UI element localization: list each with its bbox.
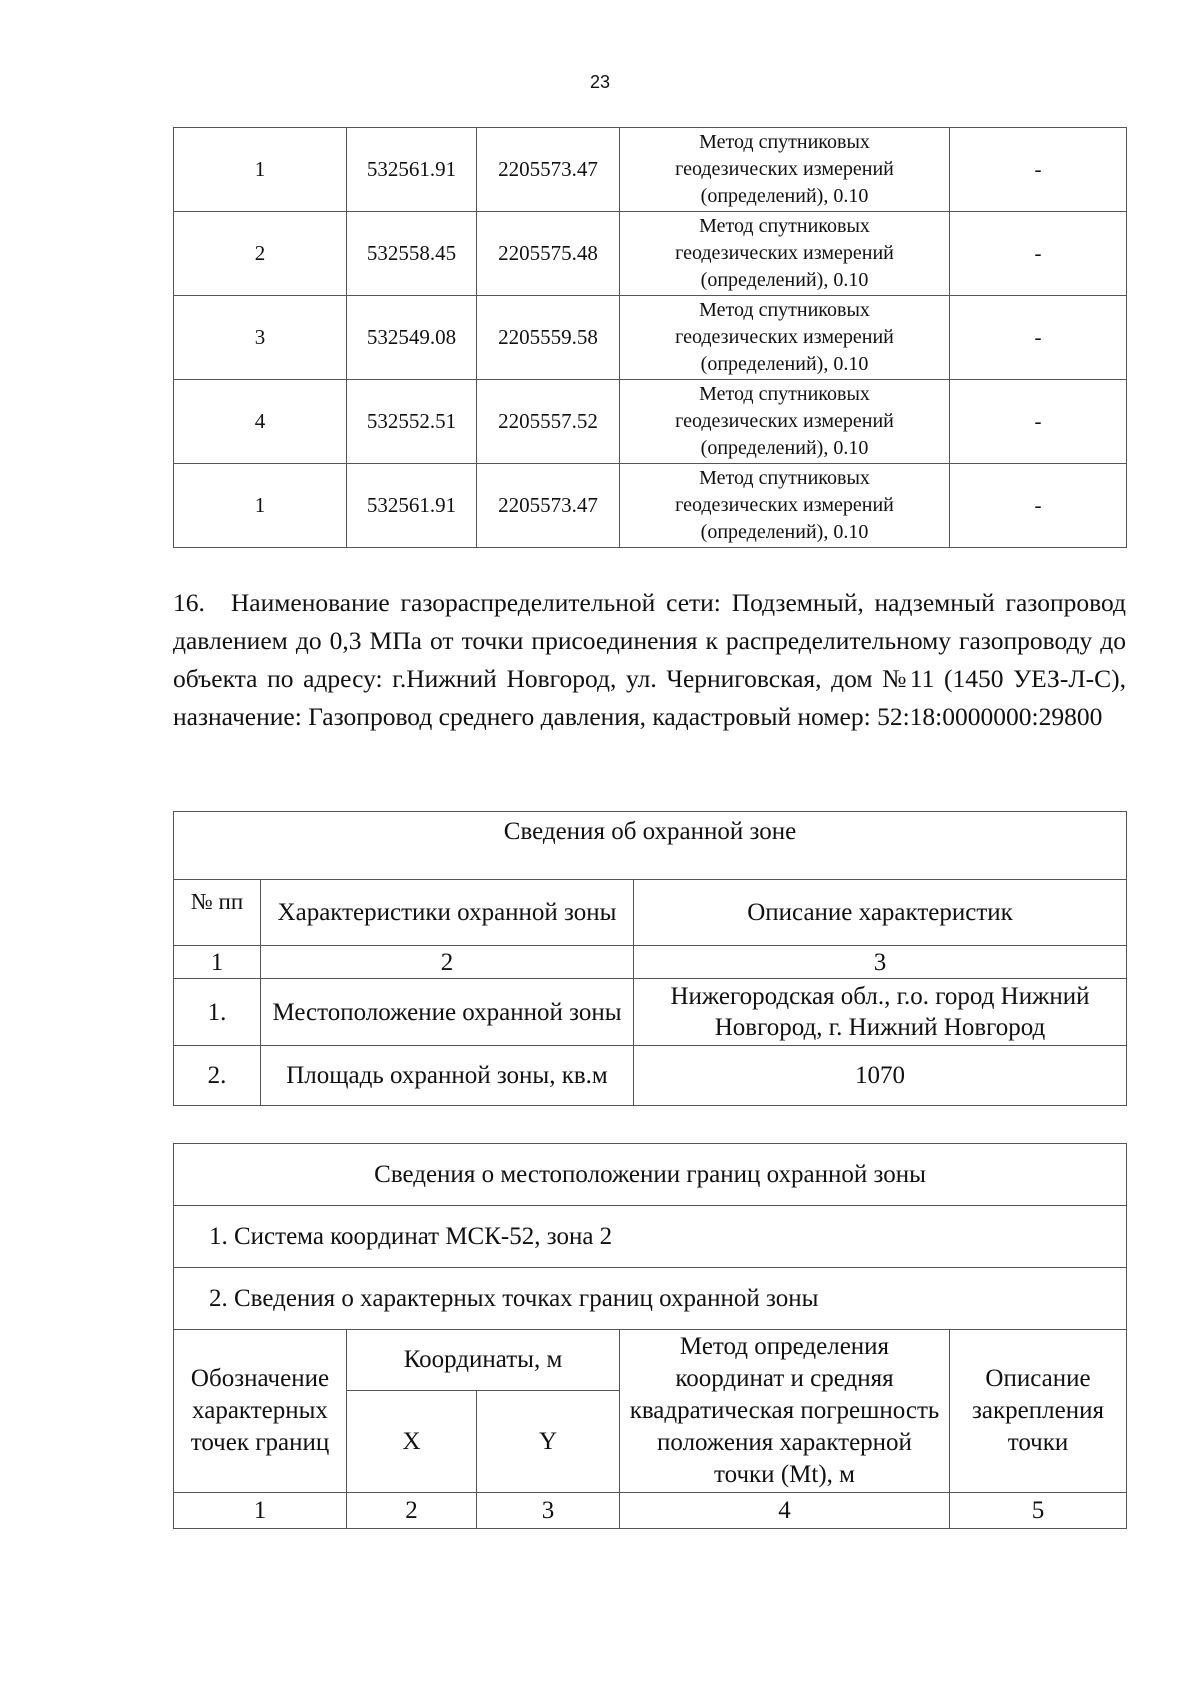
method	[620, 464, 950, 548]
point-description: -	[950, 128, 1127, 212]
row-characteristic: Площадь охранной зоны, кв.м	[261, 1046, 634, 1106]
points-title: 2. Сведения о характерных точках границ охранной зоны	[174, 1268, 1127, 1330]
zone-info-table	[173, 811, 1127, 1106]
coord-x: 532558.45	[347, 212, 477, 296]
method	[620, 296, 950, 380]
method-line: (определений), 0.10	[700, 185, 869, 207]
point-number: 2	[174, 212, 347, 296]
section-text: Наименование газораспределительной сети: Подземный, надземный газопровод давлением до 0,3 МПа от точки присоединения к распределительному газопроводу до объекта по адресу: г.Нижний Новгород, ул. Черниговская, дом №11 (1450 УЕЗ-Л-С), назначение: Газопровод среднего давления, кадастровый номер: 52:18:0000000:29800	[173, 588, 1126, 731]
coord-x: 532549.08	[347, 296, 477, 380]
row-value: 1070	[634, 1046, 1127, 1106]
coordinates-table	[173, 127, 1127, 548]
method-line: (определений), 0.10	[700, 521, 869, 543]
index-cell: 1	[174, 1493, 347, 1529]
coord-y: 2205557.52	[477, 380, 620, 464]
method-line: Метод спутниковых	[699, 383, 870, 405]
col-header-description: Описание характеристик	[634, 880, 1127, 946]
method	[620, 212, 950, 296]
table-row	[174, 296, 1127, 380]
method-line: геодезических измерений	[675, 326, 894, 348]
page-number: 23	[589, 72, 611, 92]
index-cell: 3	[477, 1493, 620, 1529]
header-method: Метод определения координат и средняя квадратическая погрешность положения характерной точки (Mt), м	[620, 1330, 950, 1493]
col-header-number: № пп	[174, 880, 261, 946]
row-value: Нижегородская обл., г.о. город Нижний Новгород, г. Нижний Новгород	[634, 979, 1127, 1046]
method-line: геодезических измерений	[675, 158, 894, 180]
point-description: -	[950, 296, 1127, 380]
method-line: Метод спутниковых	[699, 299, 870, 321]
col-header-characteristics: Характеристики охранной зоны	[261, 880, 634, 946]
header-coordinates: Координаты, м	[347, 1330, 620, 1391]
index-cell: 4	[620, 1493, 950, 1529]
index-cell: 1	[174, 946, 261, 979]
header-y: Y	[477, 1391, 620, 1493]
method-line: геодезических измерений	[675, 410, 894, 432]
method	[620, 380, 950, 464]
coord-y: 2205559.58	[477, 296, 620, 380]
point-number: 3	[174, 296, 347, 380]
point-description: -	[950, 380, 1127, 464]
zone-table-title: Сведения об охранной зоне	[174, 812, 1127, 880]
coord-y: 2205575.48	[477, 212, 620, 296]
point-description: -	[950, 212, 1127, 296]
index-cell: 3	[634, 946, 1127, 979]
point-description: -	[950, 464, 1127, 548]
method-line: Метод спутниковых	[699, 467, 870, 489]
coord-x: 532561.91	[347, 128, 477, 212]
method-line: (определений), 0.10	[700, 269, 869, 291]
row-characteristic: Местоположение охранной зоны	[261, 979, 634, 1046]
point-number: 1	[174, 464, 347, 548]
index-cell: 2	[347, 1493, 477, 1529]
coord-x: 532561.91	[347, 464, 477, 548]
table-row	[174, 380, 1127, 464]
method-line: геодезических измерений	[675, 242, 894, 264]
index-cell: 2	[261, 946, 634, 979]
row-number: 2.	[174, 1046, 261, 1106]
method-line: Метод спутниковых	[699, 215, 870, 237]
row-number: 1.	[174, 979, 261, 1046]
header-designation: Обозначение характерных точек границ	[174, 1330, 347, 1493]
table-row	[174, 464, 1127, 548]
coord-y: 2205573.47	[477, 128, 620, 212]
coordinate-system: 1. Система координат МСК-52, зона 2	[174, 1206, 1127, 1268]
index-cell: 5	[950, 1493, 1127, 1529]
boundary-table-title: Сведения о местоположении границ охранной зоны	[174, 1144, 1127, 1206]
header-x: X	[347, 1391, 477, 1493]
section-number: 16.	[173, 588, 205, 617]
method-line: геодезических измерений	[675, 494, 894, 516]
point-number: 1	[174, 128, 347, 212]
method-line: (определений), 0.10	[700, 353, 869, 375]
header-point-description: Описание закрепления точки	[950, 1330, 1127, 1493]
table-row	[174, 128, 1127, 212]
coord-x: 532552.51	[347, 380, 477, 464]
boundary-table	[173, 1143, 1127, 1529]
section-paragraph	[173, 584, 1126, 736]
method	[620, 128, 950, 212]
coord-y: 2205573.47	[477, 464, 620, 548]
method-line: (определений), 0.10	[700, 437, 869, 459]
method-line: Метод спутниковых	[699, 131, 870, 153]
point-number: 4	[174, 380, 347, 464]
table-row	[174, 212, 1127, 296]
